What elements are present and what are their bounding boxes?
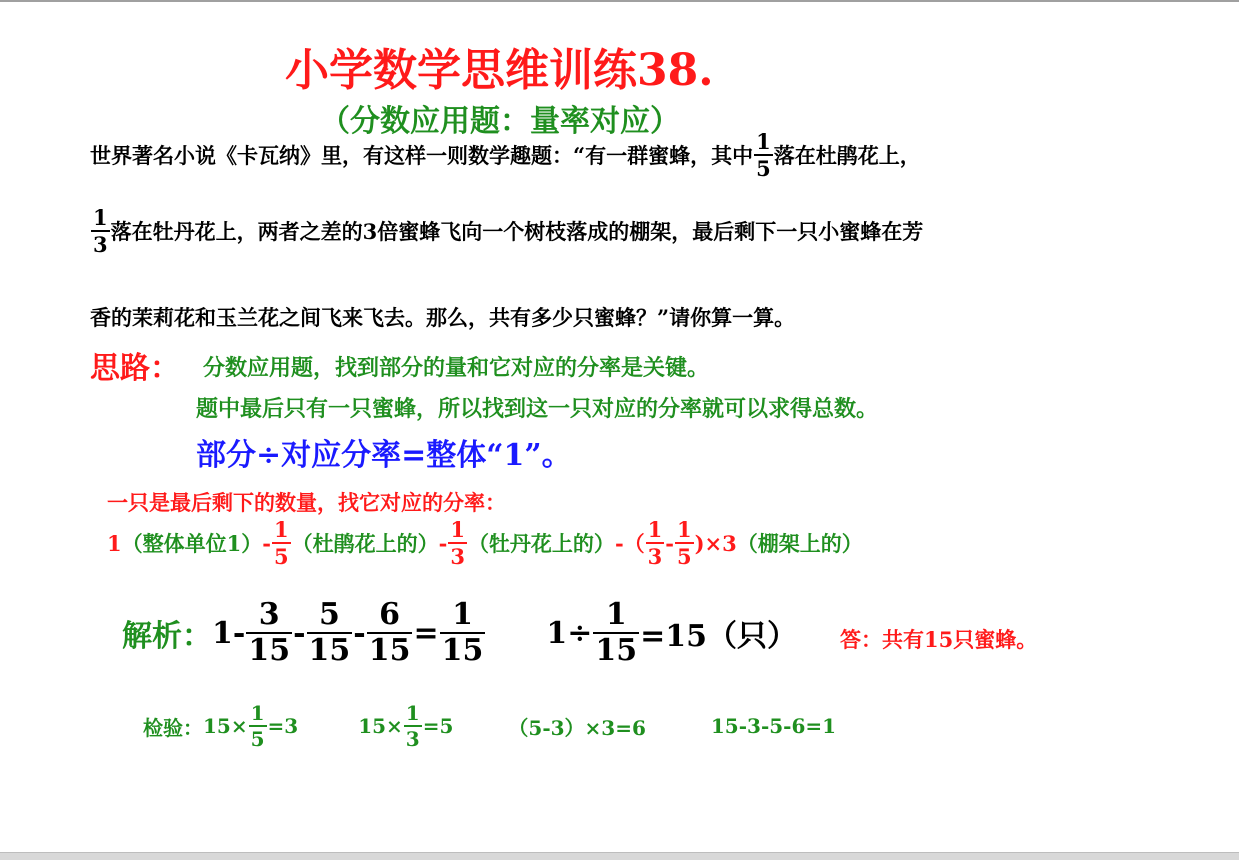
fraction-numerator: 1 [450, 517, 465, 542]
expr-term: 1- [212, 615, 246, 651]
check-label: 检验： [143, 715, 203, 740]
expr-term: （整体单位1） [121, 531, 263, 556]
expr-term: （杜鹃花上的） [291, 531, 439, 556]
fraction [646, 519, 665, 567]
fraction [593, 597, 639, 668]
problem-line-2 [90, 207, 923, 255]
problem-text: 落在牡丹花上，两者之差的3倍蜜蜂飞向一个树枝落成的棚架，最后剩下一只小蜜蜂在芳 [110, 219, 924, 244]
fraction-denominator: 3 [405, 727, 420, 751]
expr-term: )×3 [694, 530, 737, 556]
minus-sign: - [665, 530, 674, 556]
minus-sign: - [262, 530, 271, 556]
fraction-numerator: 1 [93, 205, 108, 230]
expr-term: （牡丹花上的） [467, 531, 615, 556]
fraction-numerator: 5 [318, 597, 340, 632]
expr-term: （棚架上的） [736, 531, 863, 556]
fraction-denominator: 3 [450, 544, 465, 569]
problem-text: 世界著名小说《卡瓦纳》里，有这样一则数学趣题：“有一群蜜蜂，其中 [90, 143, 754, 168]
idea-line-1: 分数应用题，找到部分的量和它对应的分率是关键。 [203, 355, 710, 381]
fraction-denominator: 15 [368, 633, 411, 668]
fraction-expression [107, 519, 863, 567]
problem-line-1 [90, 131, 921, 179]
fraction-denominator: 5 [677, 544, 692, 569]
fraction-numerator: 1 [647, 517, 663, 542]
fraction-denominator: 15 [308, 633, 351, 668]
expr-term: 1÷ [546, 615, 593, 651]
fraction [91, 207, 110, 255]
fraction-denominator: 15 [595, 633, 638, 668]
fraction [307, 597, 353, 668]
idea-formula: 部分÷对应分率=整体“1”。 [196, 438, 572, 473]
expr-term: =15（只） [640, 619, 798, 654]
fraction-denominator: 3 [93, 232, 108, 257]
fraction-denominator: 15 [441, 633, 484, 668]
remaining-bee-note: 一只是最后剩下的数量，找它对应的分率： [107, 490, 506, 515]
fraction [675, 519, 694, 567]
fraction-denominator: 3 [647, 544, 663, 569]
problem-line-3: 香的茉莉花和玉兰花之间飞来飞去。那么，共有多少只蜜蜂？”请你算一算。 [90, 305, 796, 330]
problem-text: 落在杜鹃花上， [773, 143, 921, 168]
fraction [448, 519, 467, 567]
fraction [246, 597, 292, 668]
page-title: 小学数学思维训练38. [285, 45, 714, 96]
minus-sign: - [353, 615, 366, 651]
minus-sign: - [438, 530, 448, 556]
fraction [754, 131, 773, 179]
fraction-numerator: 3 [258, 597, 280, 632]
analysis-equation [122, 597, 798, 668]
analysis-label: 解析： [122, 619, 212, 654]
fraction [440, 597, 486, 668]
fraction-numerator: 1 [677, 517, 692, 542]
fraction [249, 703, 267, 749]
fraction [404, 703, 422, 749]
fraction-numerator: 6 [379, 597, 401, 632]
fraction-numerator: 1 [405, 701, 420, 725]
minus-sign: - [293, 615, 306, 651]
fraction-denominator: 5 [250, 727, 265, 751]
fraction-numerator: 1 [250, 701, 265, 725]
fraction-numerator: 1 [273, 517, 289, 542]
expr-term: =5 [422, 714, 454, 738]
expr-term: -（ [614, 531, 645, 556]
fraction-numerator: 1 [452, 597, 473, 632]
answer: 答：共有15只蜜蜂。 [840, 627, 1038, 652]
top-border [0, 0, 1239, 2]
expr-term: 15× [203, 714, 248, 738]
fraction [367, 597, 413, 668]
expr-term: （5-3）×3=6 [508, 715, 646, 740]
fraction-numerator: 1 [756, 129, 771, 154]
fraction-denominator: 5 [756, 156, 771, 181]
idea-label: 思路： [90, 351, 180, 386]
expr-term: 15× [358, 714, 403, 738]
page-subtitle: （分数应用题：量率对应） [320, 104, 680, 139]
fraction-denominator: 15 [248, 633, 291, 668]
fraction-numerator: 1 [605, 597, 627, 632]
fraction-denominator: 5 [273, 544, 289, 569]
expr-term: 1 [107, 530, 122, 556]
fraction [272, 519, 291, 567]
idea-line-2: 题中最后只有一只蜜蜂，所以找到这一只对应的分率就可以求得总数。 [196, 396, 879, 422]
equals-sign: = [413, 615, 439, 651]
verification-line [143, 703, 836, 749]
expr-term: 15-3-5-6=1 [710, 714, 837, 738]
expr-term: =3 [267, 714, 299, 738]
